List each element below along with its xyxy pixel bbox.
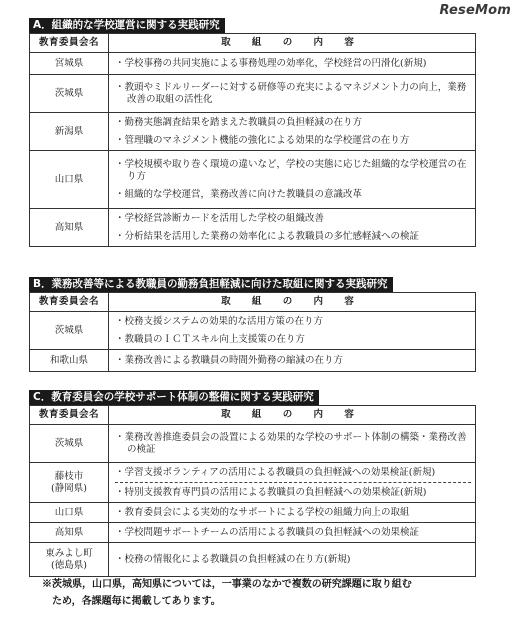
list-item: ・学校事務の共同実施による事務処理の効率化，学校経営の円滑化(新規) (115, 57, 427, 69)
section-c-title: C．教育委員会の学校サポート体制の整備に関する実践研究 (29, 390, 319, 405)
header-content: 取 組 の 内 容 (109, 34, 476, 53)
content-cell (109, 151, 476, 209)
list-item: ・教頭やミドルリーダーに対する研修等の充実によるマネジメント力の向上，業務改善の取組の活性化 (115, 81, 467, 105)
list-item: ・教育委員会による実効的なサポートによる学校の組織力向上の取組 (115, 506, 410, 518)
board-name: 和歌山県 (30, 350, 109, 372)
table-row (30, 75, 476, 113)
content-cell (109, 350, 476, 372)
board-name: 山口県 (30, 503, 109, 523)
section-a-title: A．組織的な学校運営に関する実践研究 (29, 18, 225, 33)
section-a-table (29, 33, 476, 247)
board-name: 高知県 (30, 523, 109, 543)
content-cell (109, 543, 476, 577)
section-b (29, 272, 476, 372)
list-item: ・組織的な学校運営，業務改善に向けた教職員の意識改革 (115, 188, 363, 200)
section-b-table (29, 292, 476, 372)
table-row (30, 53, 476, 75)
content-cell (109, 463, 476, 503)
table-row (30, 350, 476, 372)
list-item: ・学習支援ボランティアの活用による教職員の負担軽減への効果検証(新規) (115, 464, 471, 483)
table-header-row (30, 293, 476, 312)
header-board-name: 教育委員会名 (30, 406, 109, 425)
section-c (29, 385, 476, 577)
content-cell (109, 53, 476, 75)
board-name: 宮城県 (30, 53, 109, 75)
list-item: ・分析結果を活用した業務の効率化による教職員の多忙感軽減への検証 (115, 230, 420, 242)
table-row (30, 523, 476, 543)
board-name: 新潟県 (30, 113, 109, 151)
table-header-row (30, 406, 476, 425)
table-row (30, 425, 476, 463)
board-name: 茨城県 (30, 75, 109, 113)
header-board-name: 教育委員会名 (30, 34, 109, 53)
content-cell (109, 209, 476, 247)
table-row (30, 543, 476, 577)
section-c-table (29, 405, 476, 577)
list-item: ・校務の情報化による教職員の負担軽減の在り方(新規) (115, 553, 351, 565)
footnote-line-2: ため，各課題毎に掲載してあります。 (52, 596, 221, 607)
board-name: 茨城県 (30, 312, 109, 350)
table-row (30, 312, 476, 350)
list-item: ・学校規模や取り巻く環境の違いなど，学校の実態に応じた組織的な学校運営の在り方 (115, 158, 467, 182)
board-name: 東みよし町 (徳島県) (30, 543, 109, 577)
content-cell (109, 425, 476, 463)
header-board-name: 教育委員会名 (30, 293, 109, 312)
section-b-title: B．業務改善等による教職員の勤務負担軽減に向けた取組に関する実践研究 (29, 277, 393, 292)
list-item: ・業務改善推進委員会の設置による効果的な学校のサポート体制の構築・業務改善の検証 (115, 431, 467, 455)
table-header-row (30, 34, 476, 53)
table-row (30, 113, 476, 151)
board-name: 藤枝市 (静岡県) (30, 463, 109, 503)
content-cell (109, 312, 476, 350)
header-content: 取 組 の 内 容 (109, 406, 476, 425)
table-row (30, 503, 476, 523)
list-item: ・教職員のＩＣＴスキル向上支援策の在り方 (115, 333, 305, 345)
list-item: ・特別支援教育専門員の活用による教職員の負担軽減への効果検証(新規) (115, 486, 427, 498)
list-item: ・管理職のマネジメント機能の強化による効果的な学校運営の在り方 (115, 134, 410, 146)
board-name: 茨城県 (30, 425, 109, 463)
list-item: ・校務支援システムの効果的な活用方策の在り方 (115, 315, 324, 327)
list-item: ・学校問題サポートチームの活用による教職員の負担軽減への効果検証 (115, 526, 420, 538)
table-row (30, 463, 476, 503)
resemom-logo: ReseMom (439, 3, 511, 18)
table-row (30, 151, 476, 209)
board-name: 高知県 (30, 209, 109, 247)
list-item: ・業務改善による教職員の時間外勤務の縮減の在り方 (115, 354, 344, 366)
content-cell (109, 523, 476, 543)
list-item: ・勤務実態調査結果を踏まえた教職員の負担軽減の在り方 (115, 116, 363, 128)
table-row (30, 209, 476, 247)
footnote (42, 576, 482, 610)
footnote-line-1: ※茨城県，山口県，高知県については，一事業のなかで複数の研究課題に取り組む (42, 579, 412, 590)
board-name: 山口県 (30, 151, 109, 209)
section-a (29, 13, 476, 247)
content-cell (109, 503, 476, 523)
content-cell (109, 113, 476, 151)
header-content: 取 組 の 内 容 (109, 293, 476, 312)
content-cell (109, 75, 476, 113)
list-item: ・学校経営診断カードを活用した学校の組織改善 (115, 212, 325, 224)
